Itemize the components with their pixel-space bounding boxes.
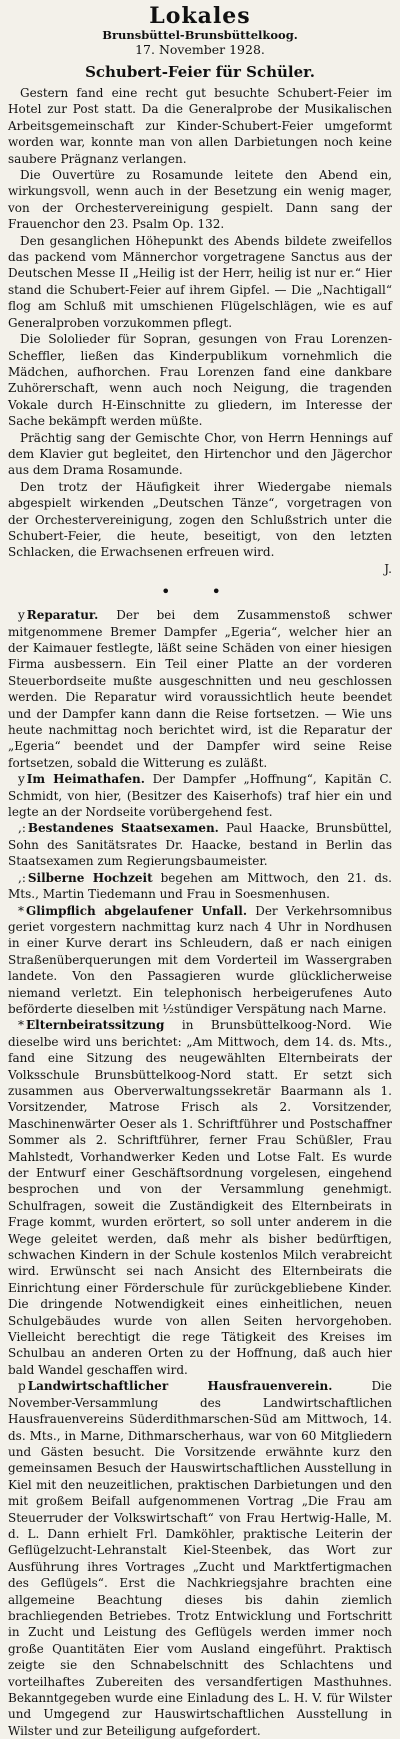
news-item-elternbeirat: [8, 1017, 392, 1378]
item-kicker: Landwirtschaftlicher Hausfrauenverein.: [27, 1379, 333, 1394]
news-item-unfall: [8, 903, 392, 1018]
item-kicker: Glimpflich abgelaufener Unfall.: [26, 903, 248, 918]
item-kicker: Im Heimathafen.: [26, 772, 145, 787]
news-item-silberhochzeit: [8, 870, 392, 903]
item-kicker: Elternbeiratssitzung: [26, 1018, 165, 1033]
article-paragraph: Prächtig sang der Gemischte Chor, von Herrn Hennings auf dem Klavier gut begleitet, den Hirtenchor und den Jägerchor aus dem Drama Rosamunde.: [8, 430, 392, 478]
main-article: [8, 85, 392, 577]
item-marker: ,:: [18, 821, 26, 836]
item-text: Der bei dem Zusammenstoß schwer mitgenommene Bremer Dampfer „Egeria“, welcher hier an der Kaimauer festlegte, läßt seine Schäden von einer hiesigen Firma ausbessern. Ein Teil einer Platte an der vorderen Steuerbordseite mußte ausgeschnitten und neu geschlossen werden. Die Reparatur wird voraussichtlich heute beendet und der Dampfer kann dann die Reise fortsetzen. — Wie uns heute nachmittag noch berichtet wird, ist die Reparatur der „Egeria“ beendet und der Dampfer wird seine Reise fortsetzen, sobald die Witterung es zuläßt.: [8, 608, 392, 770]
item-marker: *: [18, 903, 24, 918]
item-kicker: Bestandenes Staatsexamen.: [27, 821, 219, 836]
news-item-reparatur: [8, 607, 392, 771]
locality-subhead: Brunsbüttel-Brunsbüttelkoog.: [102, 28, 298, 42]
item-marker: y: [18, 772, 25, 787]
article-signature: J.: [384, 561, 392, 576]
item-text: begehen am Mittwoch, den 21. ds. Mts., Martin Tiedemann und Frau in Soesmenhusen.: [8, 870, 392, 902]
item-text: in Brunsbüttelkoog-Nord. Wie dieselbe wird uns berichtet: „Am Mittwoch, dem 14. ds. Mts., fand eine Sitzung des neugewählten Elternbeirats der Volksschule Brunsbüttelkoog-Nord statt. Er setzt sich zusammen aus Oberverwaltungssekretär Baarmann als 1. Vorsitzender, Matrose Frisch als 2. Vorsitzender, Maschinenwärter Oeser als 1. Schriftführer und Postschaffner Sommer als 2. Schriftführer, ferner Frau Schüßler, Frau Mahlstedt, Vorhandwerker Keden und Lotse Falt. Es wurde der Entwurf einer Geschäftsordnung vorgelesen, eingehend besprochen und von der Versammlung genehmigt. Schulfragen, soweit die Zuständigkeit des Elternbeirats in Frage kommt, wurden erörtert, so soll unter anderem in die Wege geleitet werden, daß mehr als bisher bedürftigen, schwachen Kindern in der Schule kostenlos Milch verabreicht wird. Erwünscht sei nach Ansicht des Elternbeirats die Einrichtung einer Förderschule für zurückgebliebene Kinder. Die dringende Notwendigkeit eines einheitlichen, neuen Schulgebäudes wurde von allen Seiten hervorgehoben. Vielleicht berechtigt die rege Tätigkeit des Kreises im Schulbau an anderen Orten zu der Hoffnung, daß auch hier bald Wandel geschaffen wird.: [8, 1018, 392, 1377]
section-divider: • •: [161, 582, 239, 602]
article-headline: Schubert-Feier für Schüler.: [85, 63, 315, 81]
news-item-hausfrauenverein: [8, 1378, 392, 1739]
item-text: Der Dampfer „Hoffnung“, Kapitän C. Schmidt, von hier, (Besitzer des Kaiserhofs) traf hier ein und legte an der Nordseite vorübergehend fest.: [8, 772, 392, 820]
item-marker: *: [18, 1018, 24, 1033]
item-kicker: Reparatur.: [26, 608, 99, 623]
section-masthead: Lokales: [149, 3, 251, 29]
article-paragraph: Die Ouvertüre zu Rosamunde leitete den Abend ein, wirkungsvoll, wenn auch in der Besetzung ein wenig mager, von der Orchestervereinigung gespielt. Dann sang der Frauenchor den 23. Psalm Op. 132.: [8, 168, 392, 232]
item-marker: p: [18, 1379, 26, 1394]
newspaper-page: [8, 0, 392, 1739]
news-item-staatsexamen: [8, 820, 392, 869]
article-paragraph: Den trotz der Häufigkeit ihrer Wiedergabe niemals abgespielt wirkenden „Deutschen Tänze“, vorgetragen von der Orchestervereinigung, zogen den Schlußstrich unter die Schubert-Feier, die heute, beseitigt, von den letzten Schlacken, die Erwachsenen erfreuen wird.: [8, 479, 392, 560]
item-text: Die November-Versammlung des Landwirtschaftlichen Hausfrauenvereins Süderdithmarschen-Süd am Mittwoch, 14. ds. Mts., in Marne, Dithmarscherhaus, war von 60 Mitgliedern und Gästen besucht. Die Vorsitzende erwähnte kurz den gemeinsamen Besuch der Hauswirtschaftlichen Ausstellung in Kiel mit den neuzeitlichen, praktischen Darbietungen und den mit großem Beifall aufgenommenen Vortrag „Die Frau am Steuerruder der Volkswirtschaft“ von Frau Hertwig-Halle, M. d. L. Dann erhielt Frl. Damköhler, praktische Leiterin der Geflügelzucht-Lehranstalt Kiel-Steenbek, das Wort zur Ausführung ihres Vortrages „Zucht und Marktfertigmachen des Geflügels“. Erst die Nachkriegsjahre brachten eine allgemeine Beachtung dieses bis dahin ziemlich brachliegenden Betriebes. Trotz Entwicklung und Fortschritt in Zucht und Leistung des Geflügels werden immer noch große Quantitäten Eier vom Ausland eingeführt. Praktisch zeigte sie den Schnabelschnitt des Schlachtens und vorteilhaftes Zubereiten des versandfertigen Masthuhnes. Bekanntgegeben wurde eine Einladung des L. H. V. für Wilster und Umgegend zur Hauswirtschaftlichen Ausstellung in Wilster und zur Beteiligung aufgefordert.: [8, 1379, 392, 1738]
article-paragraph: Den gesanglichen Höhepunkt des Abends bildete zweifellos das packend vom Männerchor vorgetragene Sanctus aus der Deutschen Messe II „Heilig ist der Herr, heilig ist nur er.“ Hier stand die Schubert-Feier auf ihrem Gipfel. — Die „Nachtigall“ flog am Schluß mit umschienen Flügelschlägen, wie es auf Generalproben vorzukommen pflegt.: [8, 233, 392, 330]
news-item-heimathafen: [8, 771, 392, 820]
item-marker: ,:: [18, 870, 26, 885]
item-text: Paul Haacke, Brunsbüttel, Sohn des Sanitätsrates Dr. Haacke, bestand in Berlin das Staatsexamen zum Regierungsbaumeister.: [8, 821, 392, 869]
item-kicker: Silberne Hochzeit: [27, 870, 153, 885]
article-paragraph: Gestern fand eine recht gut besuchte Schubert-Feier im Hotel zur Post statt. Da die Generalprobe der Musikalischen Arbeitsgemeinschaft zur Kinder-Schubert-Feier umgeformt worden war, konnte man von allen Darbietungen noch keine saubere Prägnanz verlangen.: [8, 86, 392, 166]
item-marker: y: [18, 608, 25, 623]
issue-date: 17. November 1928.: [135, 42, 265, 57]
item-text: Der Verkehrsomnibus geriet vorgestern nachmittag kurz nach 4 Uhr in Nordhusen in einer Kurve derart ins Schleudern, daß er nach einigen Straßenüberquerungen mit dem Vorderteil im Wassergraben landete. Von den Passagieren wurde glücklicherweise niemand verletzt. Ein telephonisch herbeigerufenes Auto beförderte dieselben mit ½stündiger Verspätung nach Marne.: [8, 903, 392, 1016]
article-paragraph: Die Sololieder für Sopran, gesungen von Frau Lorenzen-Scheffler, ließen das Kinderpublikum vornehmlich die Mädchen, aufhorchen. Frau Lorenzen fand eine dankbare Zuhörerschaft, wenn auch noch Neigung, die tragenden Vokale durch H-Einschnitte zu gliedern, im Interesse der Sache bekämpft werden müßte.: [8, 332, 392, 429]
